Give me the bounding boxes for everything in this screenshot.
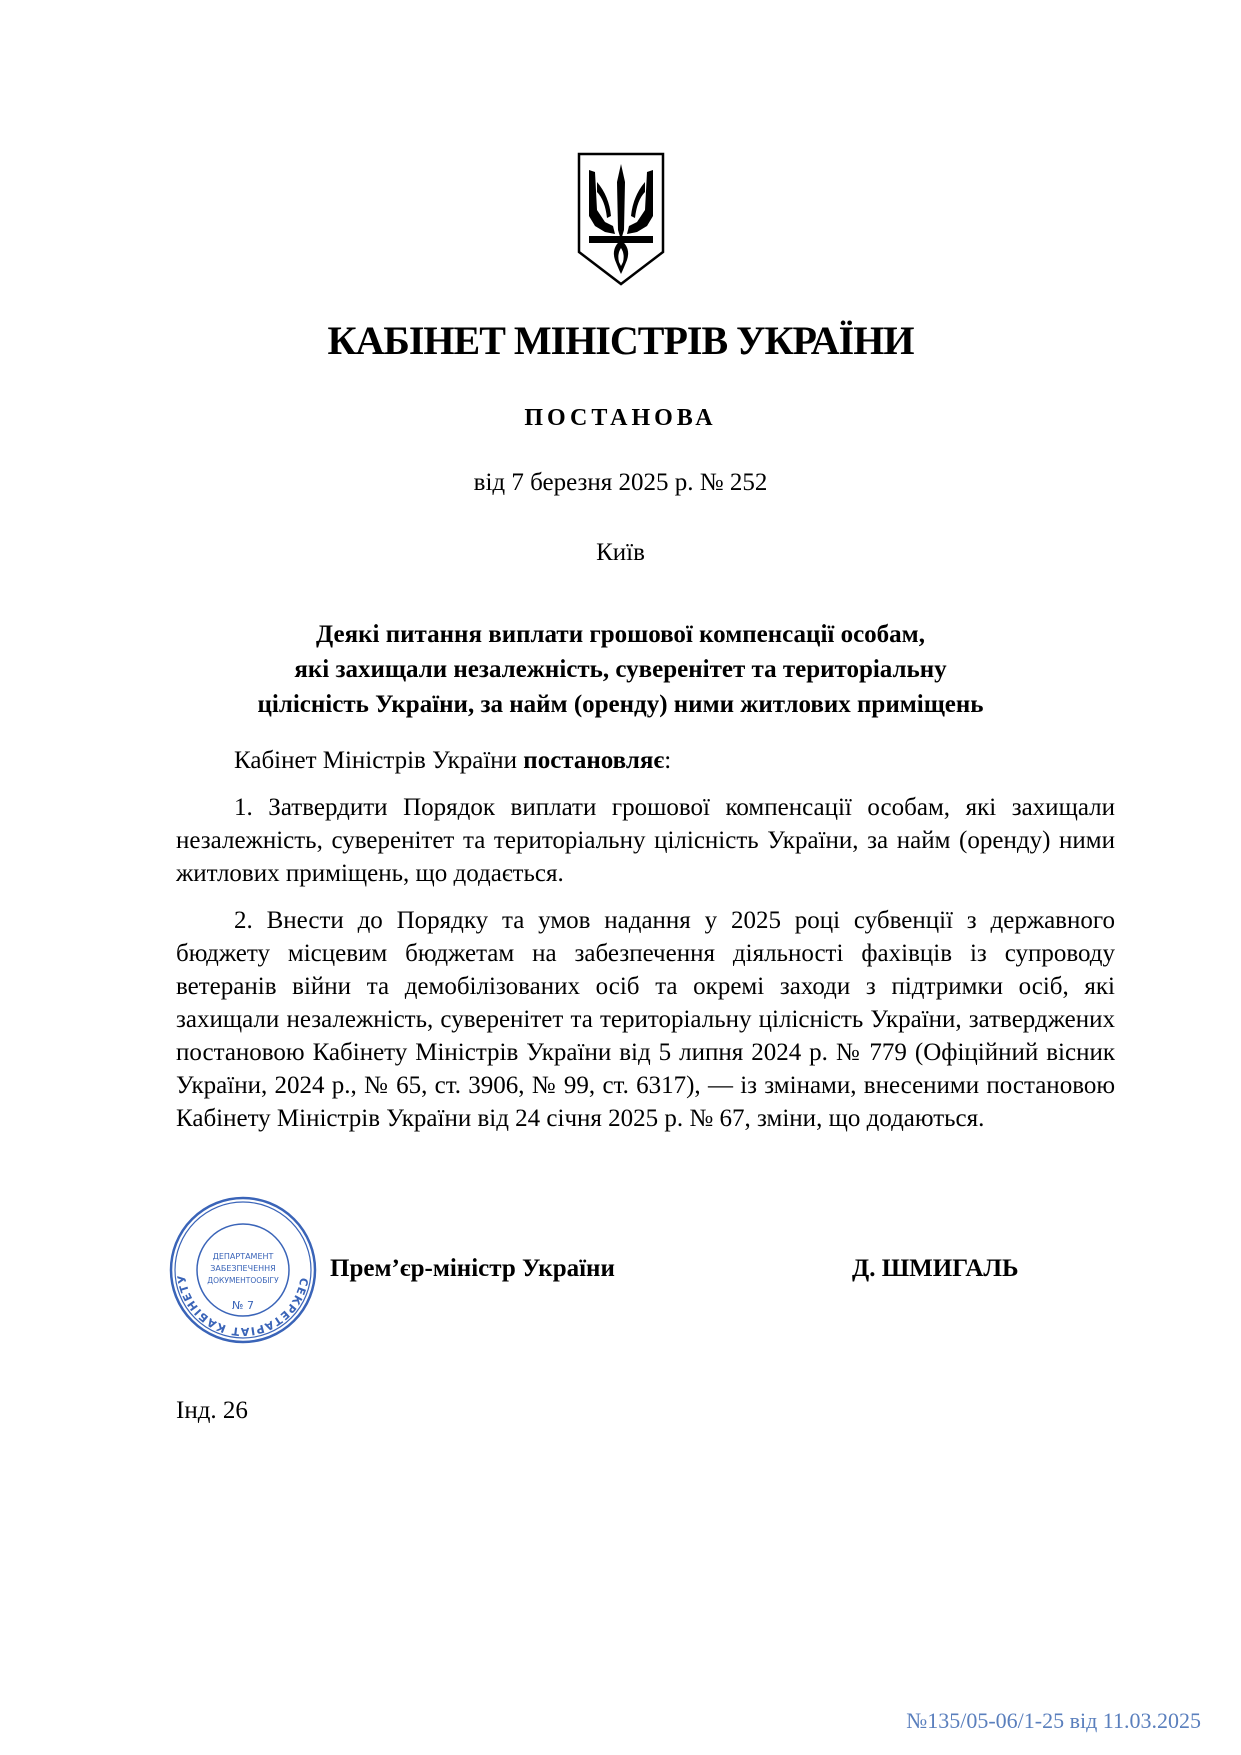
- heading-line: цілісність України, за найм (оренду) ними житлових приміщень: [257, 691, 984, 718]
- document-heading: [0, 617, 1241, 722]
- heading-line: Деякі питання виплати грошової компенсації особам,: [316, 621, 925, 648]
- registration-number: №135/05-06/1-25 від 11.03.2025: [906, 1708, 1201, 1733]
- stamp-outer-text: СЕКРЕТАРІАТ КАБІНЕТУ: [175, 1273, 311, 1339]
- document-city: Київ: [596, 539, 645, 566]
- stamp-number: № 7: [232, 1299, 254, 1312]
- signatory-name: Д. ШМИГАЛЬ: [852, 1255, 1019, 1282]
- coat-of-arms-icon: [575, 152, 667, 287]
- heading-line: які захищали незалежність, суверенітет та територіальну: [294, 656, 947, 683]
- paragraph-2: [176, 904, 1115, 1135]
- signatory-role: Прем’єр-міністр України: [330, 1255, 615, 1282]
- intro-colon: :: [664, 747, 672, 774]
- intro-paragraph: [176, 744, 1115, 777]
- document-index: Інд. 26: [176, 1397, 248, 1424]
- paragraph-text: 1. Затвердити Порядок виплати грошової компенсації особам, які захищали незалежність, суверенітет та територіальну цілісність України, за найм (оренду) ними житлових приміщень, що додається.: [176, 794, 1115, 887]
- authority-title: КАБІНЕТ МІНІСТРІВ УКРАЇНИ: [327, 318, 914, 363]
- stamp-inner-line: ДОКУМЕНТООБІГУ: [207, 1276, 279, 1285]
- intro-decree-word: постановляє: [523, 747, 665, 774]
- paragraph-text: 2. Внести до Порядку та умов надання у 2025 році субвенції з державного бюджету місцевим бюджетам на забезпечення діяльності фахівців із супроводу ветеранів війни та демобілізованих осіб та окремі заходи з підтримки осіб, які захищали незалежність, суверенітет та територіальну цілісність України, затверджених постановою Кабінету Міністрів України від 5 липня 2024 р. № 779 (Офіційний вісник України, 2024 р., № 65, ст. 3906, № 99, ст. 6317), — із змінами, внесеними постановою Кабінету Міністрів України від 24 січня 2025 р. № 67, зміни, що додаються.: [176, 907, 1115, 1132]
- signature-row: [0, 1195, 1241, 1355]
- official-stamp: [168, 1195, 318, 1345]
- stamp-inner-line: ДЕПАРТАМЕНТ: [212, 1252, 274, 1261]
- document-date-number: від 7 березня 2025 р. № 252: [473, 469, 768, 496]
- stamp-inner-line: ЗАБЕЗПЕЧЕННЯ: [210, 1264, 276, 1273]
- document-type: ПОСТАНОВА: [524, 405, 717, 431]
- intro-text: Кабінет Міністрів України: [234, 747, 524, 774]
- paragraph-1: [176, 791, 1115, 890]
